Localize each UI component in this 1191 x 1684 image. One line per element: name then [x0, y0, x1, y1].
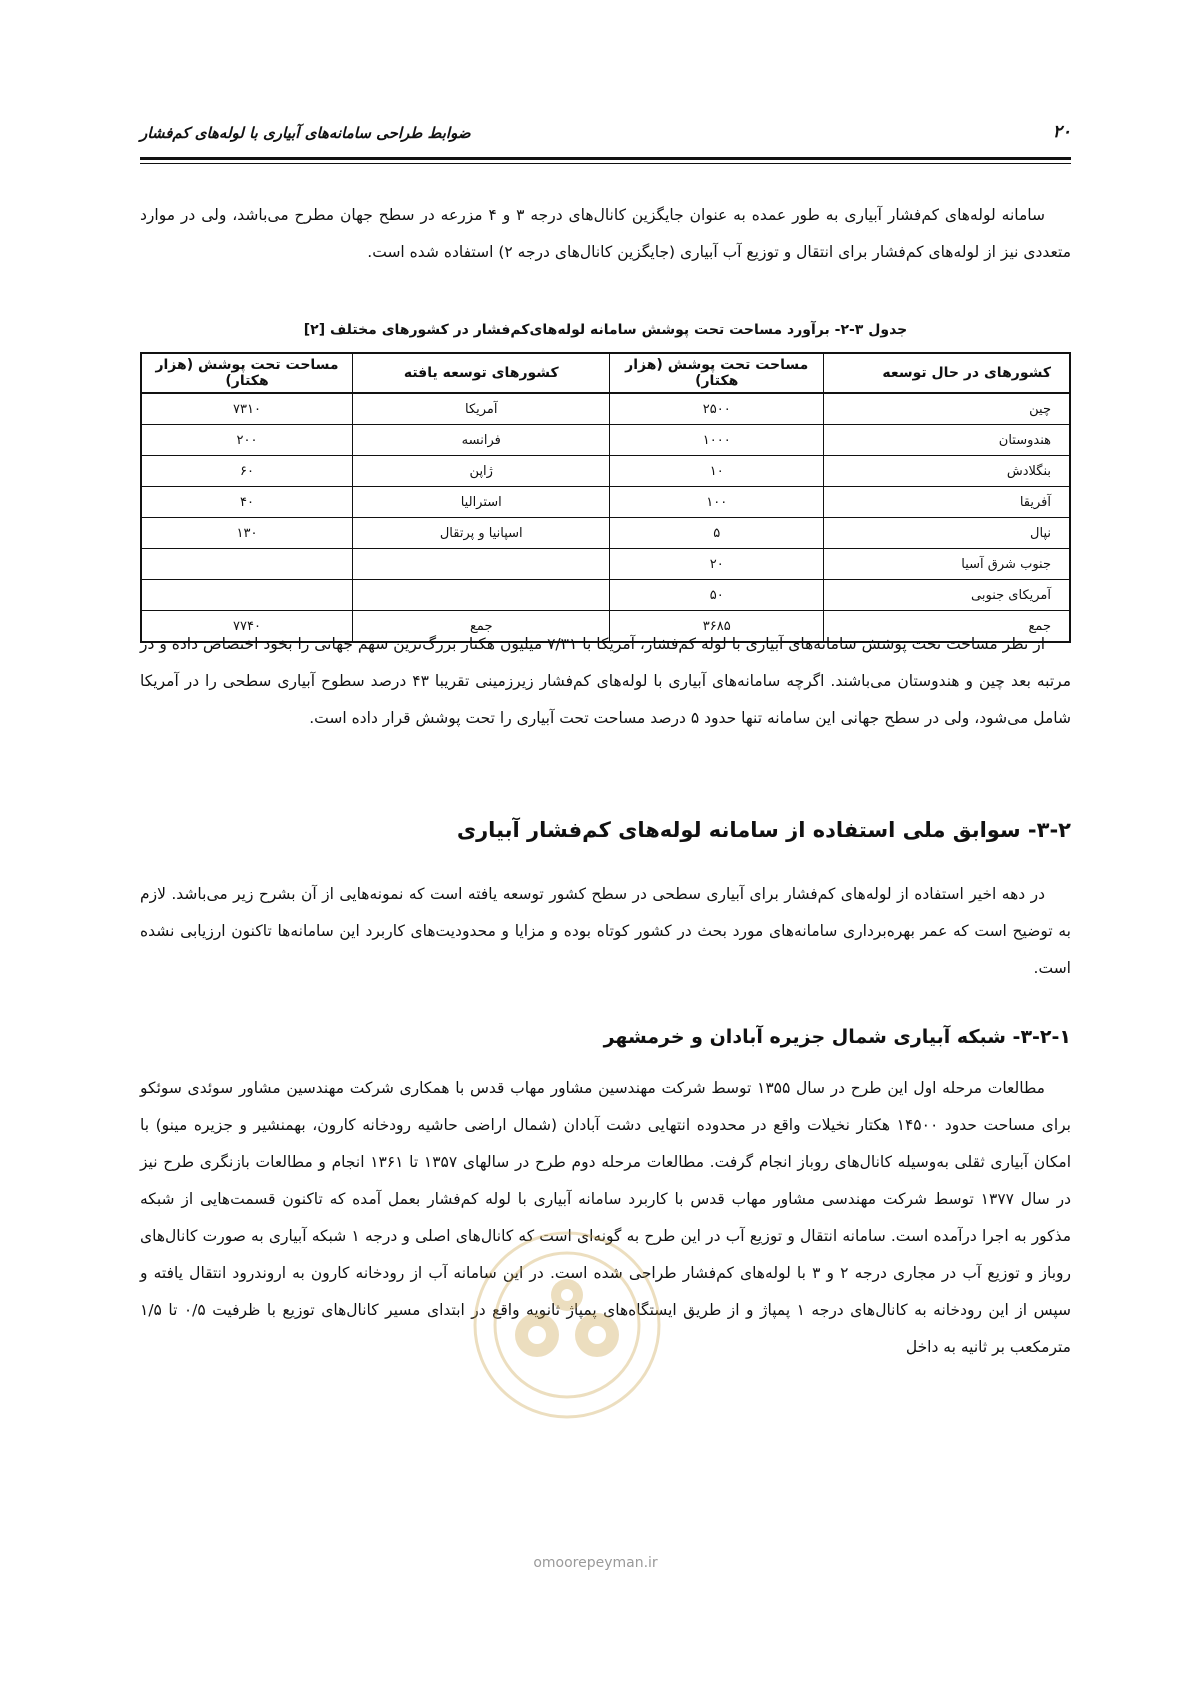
table-header-row — [141, 353, 1070, 393]
area-cell: ۲۰ — [610, 549, 824, 580]
paragraph-abadan: مطالعات مرحله اول این طرح در سال ۱۳۵۵ توسط شرکت مهندسین مشاور مهاب قدس با همکاری شرکت مهندسین مشاور سوئدی سوئکو برای مساحت حدود ۱۴۵۰۰ هکتار نخیلات واقع در محدوده انتهایی دشت آبادان (شمال اراضی حاشیه رودخانه کارون، بهمنشیر و جزیره مینو) با امکان آبیاری ثقلی به‌وسیله کانال‌های روباز انجام گرفت. مطالعات مرحله دوم طرح در سالهای ۱۳۵۷ تا ۱۳۶۱ انجام و مطالعات بازنگری طرح نیز در سال ۱۳۷۷ توسط شرکت مهندسی مشاور مهاب قدس با کاربرد سامانه آبیاری با لوله کم‌فشار بعمل آمده که تاکنون قسمت‌هایی از شبکه مذکور به اجرا درآمده است. سامانه انتقال و توزیع آب در این طرح به گونه‌ای است که کانال‌های اصلی و درجه ۱ شبکه آبیاری به صورت کانال‌های روباز و توزیع آب در مجاری درجه ۲ و ۳ با لوله‌های کم‌فشار طراحی شده است. در این سامانه آب از رودخانه کارون به اروندرود انتقال یافته و سپس از این رودخانه به کانال‌های درجه ۱ پمپاژ و از طریق ایستگاه‌های پمپاژ ثانویه واقع در ابتدای مسیر کانال‌های توزیع با ظرفیت ۰/۵ تا ۱/۵ مترمکعب بر ثانیه به داخل — [140, 1079, 1072, 1356]
area-cell: ۳۶۸۵ — [610, 611, 824, 643]
area-cell: ۵ — [610, 518, 824, 549]
table-row — [141, 393, 1070, 425]
area-cell: ۱۰ — [610, 456, 824, 487]
area-cell: ۷۳۱۰ — [141, 393, 353, 425]
running-title: ضوابط طراحی سامانه‌های آبیاری با لوله‌های کم‌فشار — [140, 124, 471, 142]
table-header-cell: کشورهای در حال توسعه — [823, 353, 1070, 393]
country-cell: بنگلادش — [823, 456, 1070, 487]
table-row — [141, 456, 1070, 487]
header-rule-thin — [140, 163, 1071, 164]
area-cell — [141, 549, 353, 580]
table-header-cell: مساحت تحت پوشش (هزار هکتار) — [141, 353, 353, 393]
country-cell: نپال — [823, 518, 1070, 549]
country-cell: فرانسه — [353, 425, 610, 456]
table-row — [141, 580, 1070, 611]
country-cell: جمع — [353, 611, 610, 643]
coverage-table — [140, 352, 1071, 643]
subsection-heading: ۳-۲-۱- شبکه آبیاری شمال جزیره آبادان و خرمشهر — [603, 1026, 1071, 1048]
area-cell: ۷۷۴۰ — [141, 611, 353, 643]
section-heading: ۳-۲- سوابق ملی استفاده از سامانه لوله‌های کم‌فشار آبیاری — [456, 818, 1071, 842]
country-cell: چین — [823, 393, 1070, 425]
table-row — [141, 518, 1070, 549]
table-header-cell: مساحت تحت پوشش (هزار هکتار) — [610, 353, 824, 393]
header-rule-thick — [140, 157, 1071, 160]
country-cell: اسپانیا و پرتقال — [353, 518, 610, 549]
table-body — [141, 393, 1070, 642]
area-cell — [141, 580, 353, 611]
country-cell: آمریکا — [353, 393, 610, 425]
page-number: ۲۰ — [1052, 122, 1071, 142]
area-cell: ۱۳۰ — [141, 518, 353, 549]
table-caption: جدول ۳-۲- برآورد مساحت تحت پوشش سامانه لوله‌های‌کم‌فشار در کشورهای مختلف [۲] — [303, 322, 908, 338]
page-header — [140, 120, 1071, 150]
table-row — [141, 549, 1070, 580]
country-cell: آفریقا — [823, 487, 1070, 518]
area-cell: ۵۰ — [610, 580, 824, 611]
country-cell — [353, 549, 610, 580]
paragraph-national: در دهه اخیر استفاده از لوله‌های کم‌فشار برای آبیاری سطحی در سطح کشور توسعه یافته است که نمونه‌هایی از آن بشرح زیر می‌باشد. لازم به توضیح است که عمر بهره‌برداری سامانه‌های مورد بحث در کشور کوتاه بوده و مزایا و محدودیت‌های کاربرد این سامانه‌ها تاکنون ارزیابی نشده است. — [140, 885, 1071, 977]
area-cell: ۴۰ — [141, 487, 353, 518]
document-page — [140, 0, 1071, 1684]
table-row — [141, 425, 1070, 456]
country-cell: استرالیا — [353, 487, 610, 518]
country-cell: آمریکای جنوبی — [823, 580, 1070, 611]
watermark-site: omoorepeyman.ir — [533, 1555, 658, 1571]
table-header-cell: کشورهای توسعه یافته — [353, 353, 610, 393]
country-cell: جمع — [823, 611, 1070, 643]
area-cell: ۲۵۰۰ — [610, 393, 824, 425]
country-cell: جنوب شرق آسیا — [823, 549, 1070, 580]
gear-seal-logo-icon — [462, 1225, 672, 1425]
area-cell: ۱۰۰۰ — [610, 425, 824, 456]
area-cell: ۱۰۰ — [610, 487, 824, 518]
table-row — [141, 487, 1070, 518]
country-cell: هندوستان — [823, 425, 1070, 456]
area-cell: ۲۰۰ — [141, 425, 353, 456]
paragraph-coverage: از نظر مساحت تحت پوشش سامانه‌های آبیاری با لوله کم‌فشار، آمریکا با ۷/۳۱ میلیون هکتار بزرگ‌ترین سهم جهانی را بخود اختصاص داده و در مرتبه بعد چین و هندوستان می‌باشند. اگرچه سامانه‌های آبیاری با لوله‌های کم‌فشار زیرزمینی تقریبا ۴۳ درصد سطوح آبیاری سطحی را در آمریکا شامل می‌شود، ولی در سطح جهانی این سامانه تنها حدود ۵ درصد مساحت تحت آبیاری را تحت پوشش قرار داده است. — [140, 635, 1071, 727]
country-cell — [353, 580, 610, 611]
country-cell: ژاپن — [353, 456, 610, 487]
intro-paragraph: سامانه لوله‌های کم‌فشار آبیاری به طور عمده به عنوان جایگزین کانال‌های درجه ۳ و ۴ مزرعه در سطح جهان مطرح می‌باشد، ولی در موارد متعددی نیز از لوله‌های کم‌فشار برای انتقال و توزیع آب آبیاری (جایگزین کانال‌های درجه ۲) استفاده شده است. — [140, 206, 1071, 261]
area-cell: ۶۰ — [141, 456, 353, 487]
